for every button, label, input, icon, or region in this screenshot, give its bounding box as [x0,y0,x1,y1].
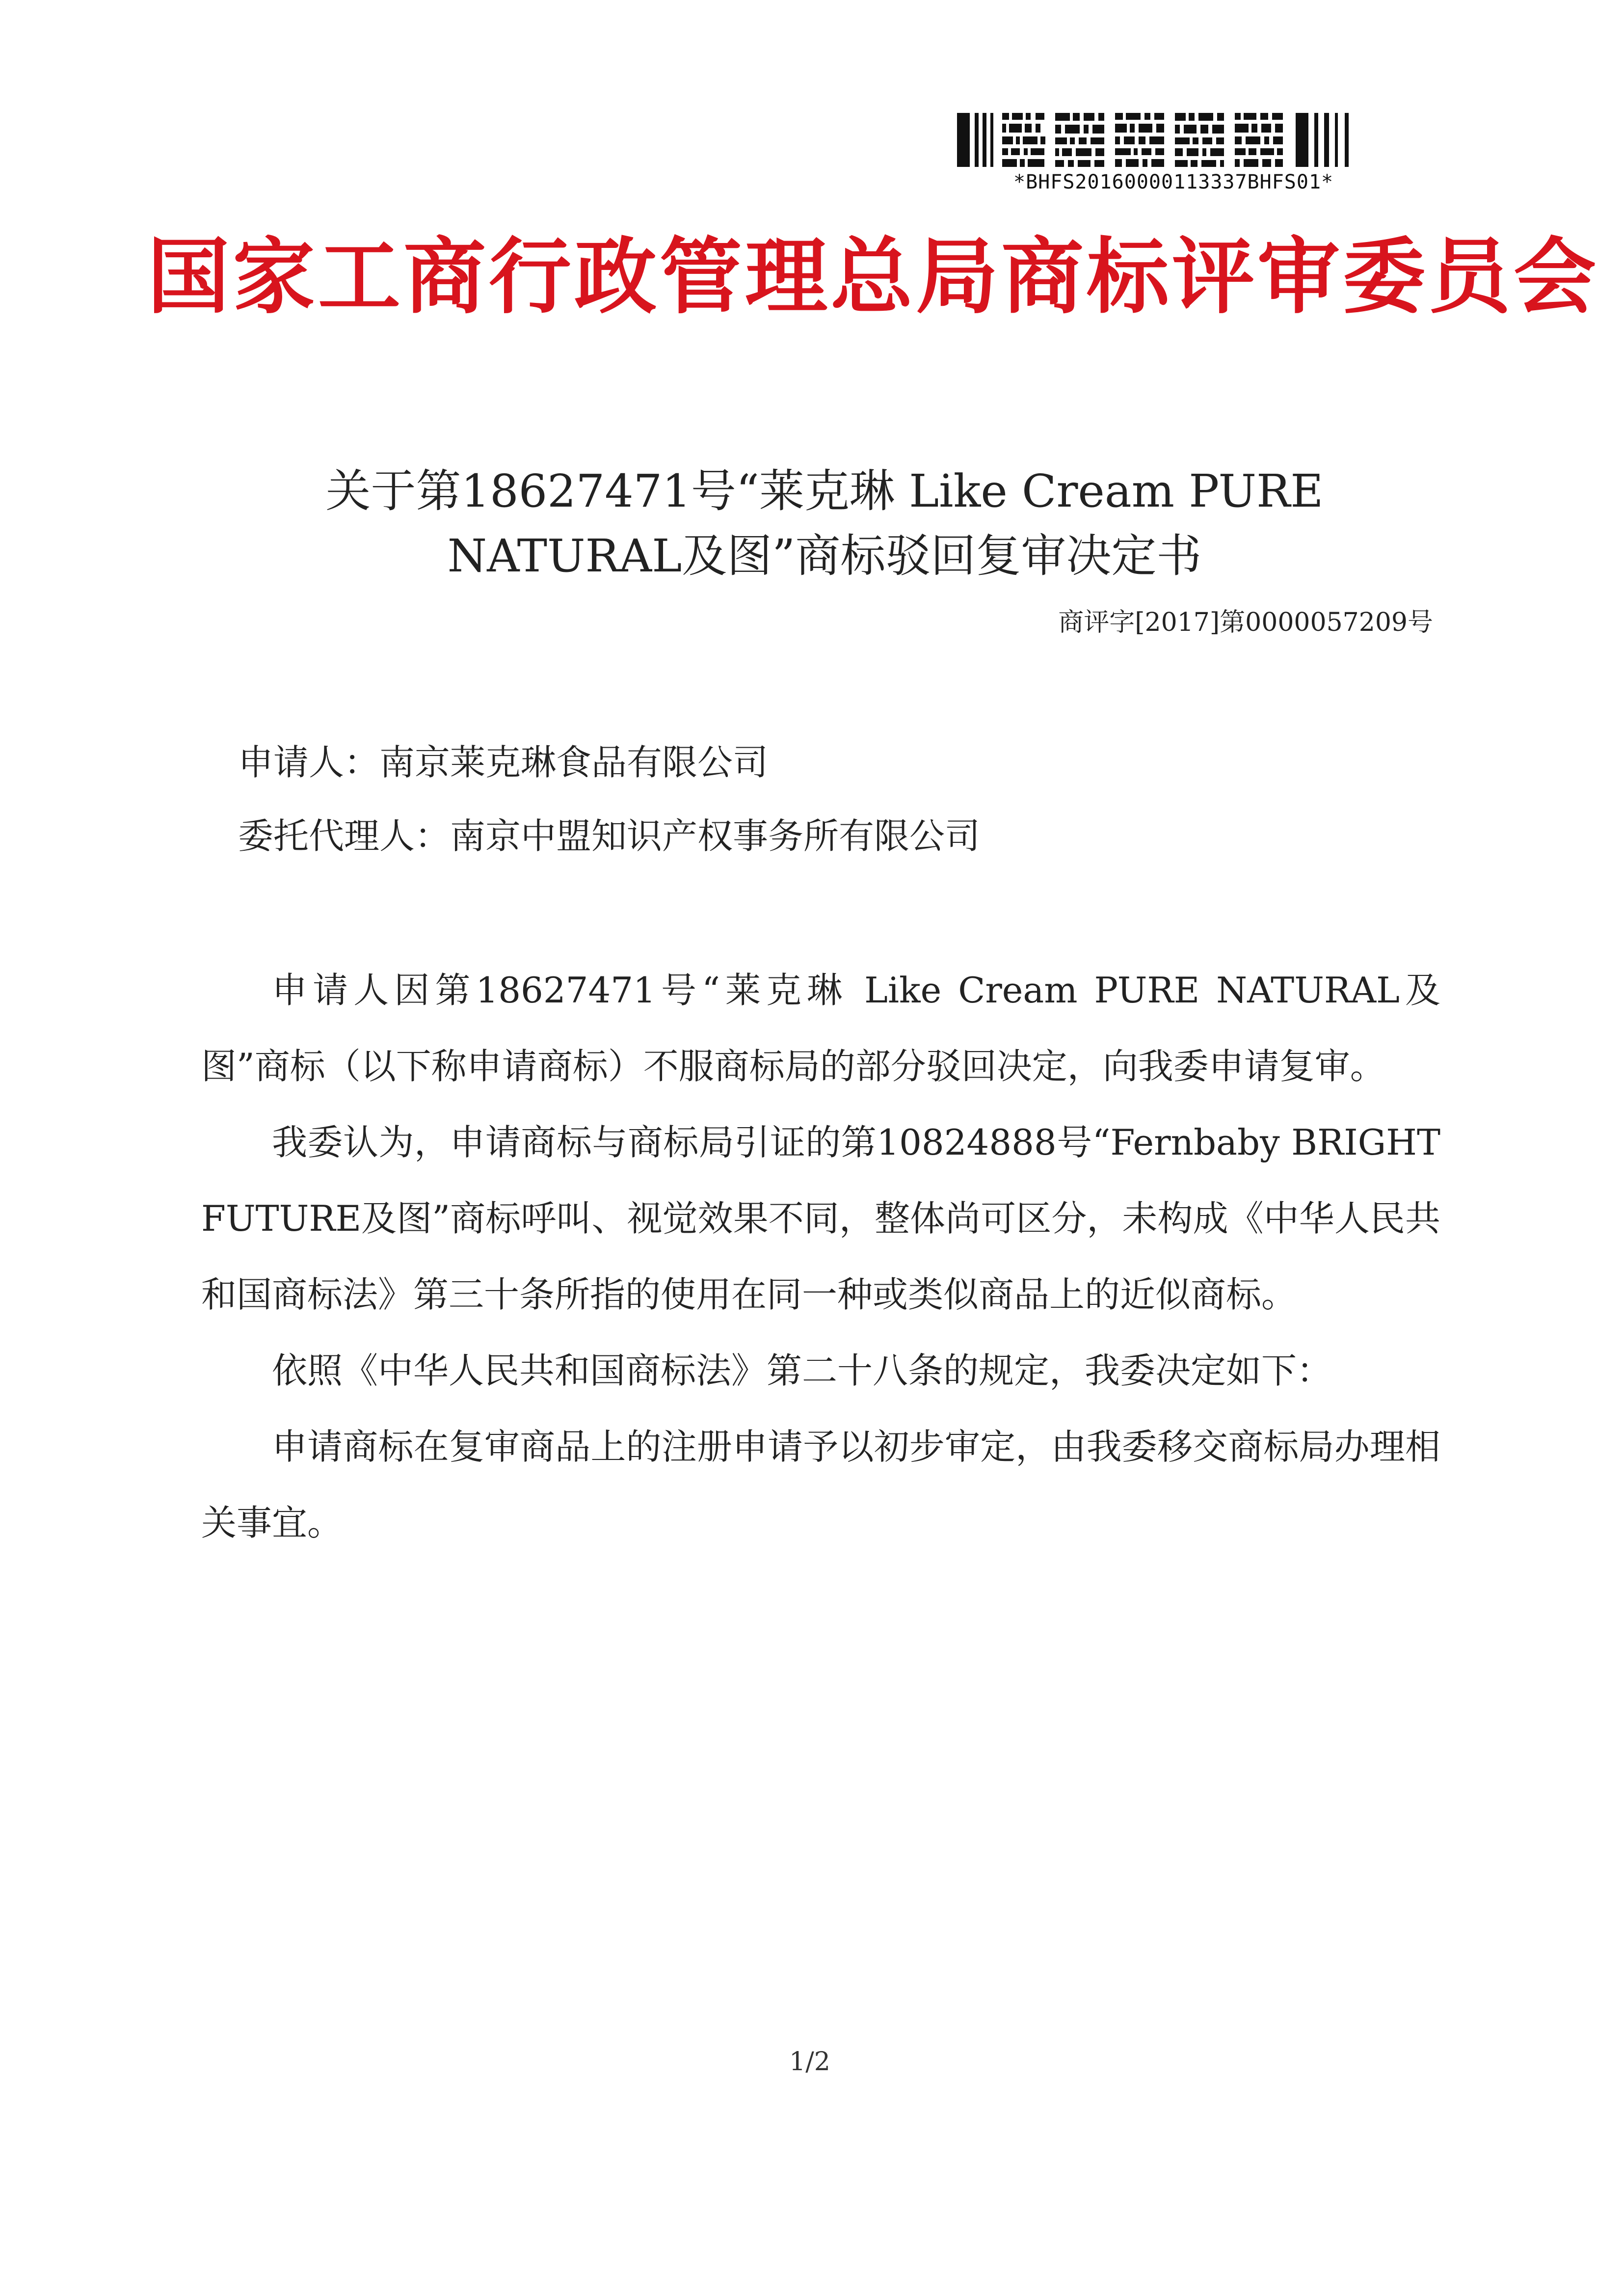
document-title [275,459,1374,589]
body-paragraph: 申请商标在复审商品上的注册申请予以初步审定，由我委移交商标局办理相关事宜。 [201,1426,1440,1543]
document-title-line-2: NATURAL及图”商标驳回复审决定书 [447,530,1202,582]
barcode-block [957,113,1379,196]
barcode-number: *BHFS20160000113337BHFS01* [1013,171,1334,193]
document-title-line-1: 关于第18627471号“莱克琳 Like Cream PURE [325,465,1324,517]
applicant-line: 申请人：南京莱克琳食品有限公司 [238,742,769,783]
barcode-image [957,113,1364,167]
agent-line: 委托代理人：南京中盟知识产权事务所有限公司 [238,815,981,857]
decision-body [201,952,1440,1561]
body-paragraph: 申请人因第18627471号“莱克琳 Like Cream PURE NATURAL及图”商标（以下称申请商标）不服商标局的部分驳回决定，向我委申请复审。 [201,970,1440,1087]
organization-header: 国家工商行政管理总局商标评审委员会 [147,229,1599,325]
document-number: 商评字[2017]第0000057209号 [1058,608,1433,637]
body-paragraph: 我委认为，申请商标与商标局引证的第10824888号“Fernbaby BRIGHT FUTURE及图”商标呼叫、视觉效果不同，整体尚可区分，未构成《中华人民共和国商标法》第三十条所指的使用在同一种或类似商品上的近似商标。 [201,1122,1440,1315]
body-paragraph: 依照《中华人民共和国商标法》第二十八条的规定，我委决定如下： [272,1350,1332,1391]
page-number: 1/2 [789,2047,830,2077]
